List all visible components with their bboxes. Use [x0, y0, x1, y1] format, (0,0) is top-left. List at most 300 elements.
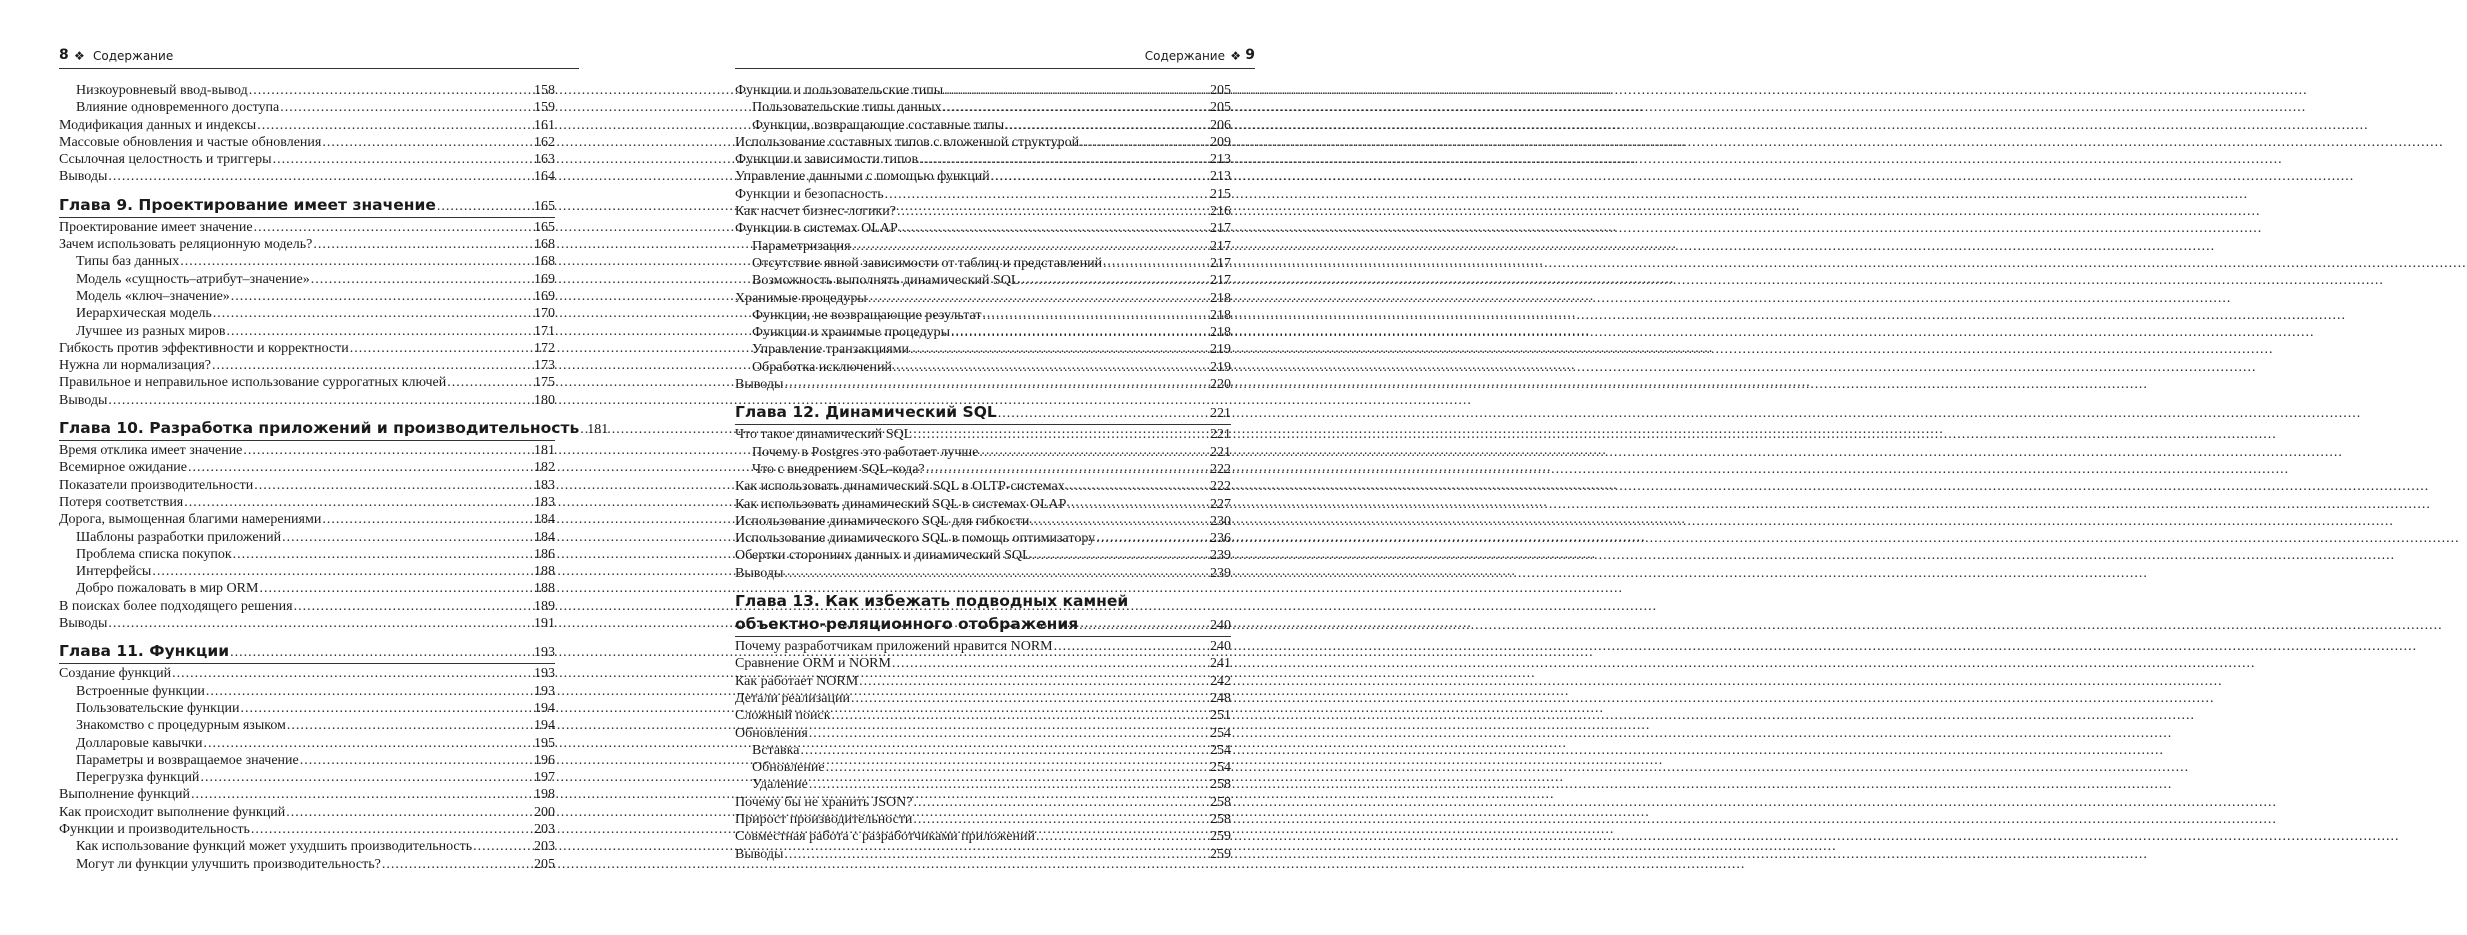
dot-leader [300, 752, 533, 769]
toc-entry-title: Модификация данных и индексы [59, 117, 257, 133]
toc-entry-title: Глава 10. Разработка приложений и производительность [59, 419, 580, 438]
toc-entry-title: Параметры и возвращаемое значение [76, 752, 299, 768]
toc-entry-title: Глава 12. Динамический SQL [735, 403, 997, 422]
toc-entry-page: 240 [1210, 639, 1231, 655]
toc-entry[interactable] [59, 665, 555, 682]
toc-entry[interactable] [59, 253, 555, 270]
dot-leader [172, 665, 533, 682]
toc-entry-page: 221 [1210, 444, 1231, 460]
dot-leader [943, 99, 1209, 116]
toc-entry-page: 242 [1210, 673, 1231, 689]
toc-entry[interactable] [735, 655, 1231, 672]
toc-entry[interactable] [735, 203, 1231, 220]
dot-leader [322, 511, 533, 528]
toc-entry-page: 195 [534, 735, 555, 751]
toc-entry-page: 258 [1210, 794, 1231, 810]
toc-entry-title: Обработка исключений [752, 359, 892, 375]
toc-entry-page: 158 [534, 83, 555, 98]
toc-entry-title: Использование составных типов с вложенной структурой [735, 134, 1080, 150]
toc-entry-page: 184 [534, 512, 555, 528]
toc-entry-title: Проектирование имеет значение [59, 219, 253, 235]
toc-entry[interactable] [735, 376, 1231, 393]
toc-entry-title: Использование динамического SQL для гибкости [735, 513, 1030, 529]
dot-leader [473, 838, 533, 855]
dot-leader [437, 195, 533, 218]
dot-leader [1054, 638, 1209, 655]
toc-entry[interactable] [59, 236, 555, 253]
dot-leader [191, 786, 533, 803]
toc-entry-title: Глава 11. Функции [59, 642, 230, 661]
toc-entry-page: 162 [534, 134, 555, 150]
toc-entry-page: 193 [534, 666, 555, 682]
toc-entry-page: 183 [534, 477, 555, 493]
toc-entry-page: 218 [1210, 307, 1231, 323]
dot-leader [108, 392, 533, 409]
toc-entry-page: 219 [1210, 342, 1231, 358]
toc-entry[interactable] [59, 459, 555, 476]
toc-entry-title: Функции и зависимости типов [735, 152, 919, 168]
toc-entry-page: 222 [1210, 479, 1231, 495]
toc-chapter[interactable] [735, 401, 1231, 425]
toc-entry-title: Детали реализации [735, 690, 850, 706]
dot-leader [251, 821, 533, 838]
toc-entry[interactable] [735, 759, 1231, 776]
toc-entry-page: 220 [1210, 377, 1231, 393]
toc-entry[interactable] [735, 307, 1231, 324]
toc-entry[interactable] [59, 99, 555, 116]
toc-entry-title: Время отклика имеет значение [59, 443, 243, 459]
toc-entry[interactable] [735, 341, 1231, 358]
toc-entry[interactable] [59, 804, 555, 821]
dot-leader [311, 271, 533, 288]
dot-leader [294, 598, 533, 615]
dot-leader [832, 707, 1209, 724]
toc-entry-title: Параметризация [752, 238, 851, 254]
toc-entry-title: Выводы [735, 377, 784, 393]
toc-entry[interactable] [735, 725, 1231, 742]
toc-entry-page: 200 [534, 804, 555, 820]
toc-entry[interactable] [735, 168, 1231, 185]
toc-entry-title: Выводы [59, 169, 108, 185]
toc-entry[interactable] [59, 546, 555, 563]
dot-leader [227, 323, 533, 340]
toc-list [59, 82, 609, 873]
dot-leader [979, 444, 1209, 461]
toc-entry-page: 209 [1210, 134, 1231, 150]
toc-entry[interactable] [59, 717, 555, 734]
toc-entry-title: Совместная работа с разработчиками приложений [735, 829, 1035, 845]
toc-entry[interactable] [59, 340, 555, 357]
toc-entry-page: 186 [534, 546, 555, 562]
toc-entry[interactable] [735, 324, 1231, 341]
toc-entry-title: Показатели производительности [59, 477, 254, 493]
dot-leader [273, 151, 533, 168]
dot-leader [1030, 513, 1209, 530]
dot-leader [800, 742, 1209, 759]
toc-entry[interactable] [59, 683, 555, 700]
toc-entry[interactable] [735, 134, 1231, 151]
toc-entry-page: 236 [1210, 531, 1231, 547]
dot-leader [885, 186, 1209, 203]
toc-entry-title: Обновления [735, 725, 808, 741]
toc-entry-page: 194 [534, 718, 555, 734]
toc-entry[interactable] [59, 374, 555, 391]
dot-leader [240, 700, 533, 717]
toc-entry-title: Шаблоны разработки приложений [76, 529, 282, 545]
toc-entry[interactable] [735, 811, 1231, 828]
toc-entry[interactable] [59, 117, 555, 134]
toc-entry-page: 239 [1210, 565, 1231, 581]
dot-leader [897, 203, 1209, 220]
toc-entry[interactable] [59, 700, 555, 717]
toc-entry-page: 188 [534, 564, 555, 580]
dot-leader [913, 811, 1209, 828]
toc-entry-page: 251 [1210, 708, 1231, 724]
toc-entry-title: Создание функций [59, 666, 172, 682]
toc-entry-title: Выводы [735, 565, 784, 581]
toc-entry[interactable] [59, 494, 555, 511]
toc-entry-title: Добро пожаловать в мир ORM [76, 581, 259, 597]
toc-entry[interactable] [59, 219, 555, 236]
dot-leader [152, 563, 533, 580]
toc-entry[interactable] [735, 776, 1231, 793]
toc-entry-title: Как происходит выполнение функций [59, 804, 286, 820]
toc-entry[interactable] [735, 496, 1231, 513]
toc-entry-page: 169 [534, 271, 555, 287]
toc-entry-page: 241 [1210, 656, 1231, 672]
toc-entry[interactable] [735, 513, 1231, 530]
toc-entry-page: 183 [534, 494, 555, 510]
toc-entry[interactable] [59, 511, 555, 528]
toc-entry-title: Выполнение функций [59, 787, 190, 803]
toc-entry-page: 213 [1210, 152, 1231, 168]
toc-chapter[interactable] [59, 194, 555, 218]
toc-entry-title: Интерфейсы [76, 564, 152, 580]
toc-entry-page: 216 [1210, 204, 1231, 220]
toc-entry[interactable] [59, 856, 555, 873]
toc-entry-title: Почему бы не хранить JSON? [735, 794, 913, 810]
toc-entry-page: 182 [534, 460, 555, 476]
toc-entry[interactable] [735, 461, 1231, 478]
dot-leader [188, 459, 533, 476]
running-head [735, 46, 1255, 69]
toc-entry[interactable] [59, 288, 555, 305]
toc-entry-title: Выводы [59, 392, 108, 408]
toc-entry[interactable] [59, 598, 555, 615]
dot-leader [233, 546, 533, 563]
toc-entry[interactable] [59, 323, 555, 340]
toc-entry[interactable] [59, 82, 555, 99]
toc-list [735, 82, 1231, 863]
toc-entry-title: Перегрузка функций [76, 770, 200, 786]
dot-leader [851, 690, 1209, 707]
dot-leader [1032, 547, 1209, 564]
toc-entry-title: Модель «сущность–атрибут–значение» [76, 271, 310, 287]
toc-entry-page: 259 [1210, 846, 1231, 862]
toc-entry-title: Правильное и неправильное использование суррогатных ключей [59, 375, 447, 391]
dot-leader [249, 82, 533, 99]
dot-leader [203, 735, 533, 752]
toc-entry-page: 193 [534, 645, 555, 661]
toc-entry[interactable] [59, 529, 555, 546]
dot-leader [1080, 134, 1209, 151]
dot-leader [868, 290, 1209, 307]
toc-entry-title: Управление транзакциями [752, 342, 910, 358]
toc-entry-page: 172 [534, 340, 555, 356]
toc-entry[interactable] [59, 357, 555, 374]
dot-leader [1005, 117, 1209, 134]
toc-entry-page: 217 [1210, 221, 1231, 237]
dot-leader [1066, 478, 1209, 495]
toc-entry-page: 203 [534, 839, 555, 855]
toc-entry-page: 254 [1210, 725, 1231, 741]
toc-entry-page: 189 [534, 598, 555, 614]
toc-entry[interactable] [59, 305, 555, 322]
toc-entry-page: 163 [534, 152, 555, 168]
toc-entry[interactable] [59, 735, 555, 752]
separator-icon: ❖ [74, 49, 85, 63]
toc-entry[interactable] [59, 168, 555, 185]
dot-leader [322, 134, 533, 151]
toc-entry[interactable] [59, 563, 555, 580]
dot-leader [1067, 496, 1209, 513]
toc-entry-page: 206 [1210, 117, 1231, 133]
toc-entry-title: Функции в системах OLAP [735, 221, 898, 237]
toc-entry[interactable] [735, 690, 1231, 707]
toc-entry-page: 203 [534, 821, 555, 837]
toc-entry-page: 219 [1210, 359, 1231, 375]
page-number: 9 [1245, 47, 1255, 63]
dot-leader [784, 565, 1209, 582]
toc-entry-page: 218 [1210, 290, 1231, 306]
dot-leader [313, 236, 533, 253]
toc-entry-title: Прирост производительности [735, 811, 913, 827]
toc-entry-page: 168 [534, 254, 555, 270]
toc-entry-page: 254 [1210, 742, 1231, 758]
toc-entry-page: 197 [534, 770, 555, 786]
dot-leader [243, 442, 533, 459]
toc-entry-page: 254 [1210, 760, 1231, 776]
toc-entry-title: Влияние одновременного доступа [76, 100, 280, 116]
toc-entry-title: Выводы [59, 616, 108, 632]
dot-leader [899, 220, 1209, 237]
page-number: 8 [59, 47, 69, 63]
toc-entry-title: Как насчет бизнес-логики? [735, 204, 896, 220]
toc-entry[interactable] [735, 828, 1231, 845]
toc-entry-page: 258 [1210, 777, 1231, 793]
toc-entry-title: Нужна ли нормализация? [59, 358, 212, 374]
dot-leader [784, 376, 1209, 393]
toc-entry-title: Знакомство с процедурным языком [76, 718, 286, 734]
dot-leader [350, 340, 533, 357]
dot-leader [809, 725, 1209, 742]
toc-entry-page: 217 [1210, 273, 1231, 289]
toc-entry-page: 215 [1210, 186, 1231, 202]
toc-entry-title: Функции и хранимые процедуры [752, 325, 951, 341]
toc-entry-title: Модель «ключ–значение» [76, 288, 230, 304]
toc-entry[interactable] [59, 392, 555, 409]
toc-entry[interactable] [735, 151, 1231, 168]
toc-entry-title: Как использование функций может ухудшить производительность [76, 839, 473, 855]
toc-entry-title: Функции и безопасность [735, 186, 884, 202]
toc-entry[interactable] [59, 838, 555, 855]
running-head [59, 46, 579, 69]
toc-entry[interactable] [735, 220, 1231, 237]
toc-entry[interactable] [59, 134, 555, 151]
toc-entry-page: 222 [1210, 461, 1231, 477]
dot-leader [852, 238, 1209, 255]
toc-entry[interactable] [735, 117, 1231, 134]
toc-entry-title: В поисках более подходящего решения [59, 598, 293, 614]
toc-entry-page: 227 [1210, 496, 1231, 512]
dot-leader [213, 305, 533, 322]
toc-entry-title: Сложный поиск [735, 708, 831, 724]
dot-leader [944, 82, 1209, 99]
dot-leader [287, 717, 533, 734]
toc-entry-title: Типы баз данных [76, 254, 180, 270]
dot-leader [893, 359, 1209, 376]
dot-leader [447, 374, 533, 391]
toc-entry[interactable] [735, 444, 1231, 461]
toc-entry-title: Выводы [735, 846, 784, 862]
dot-leader [382, 856, 533, 873]
toc-chapter[interactable] [735, 613, 1231, 637]
toc-entry-title: Использование динамического SQL в помощь оптимизатору [735, 531, 1096, 547]
toc-entry[interactable] [735, 638, 1231, 655]
toc-entry[interactable] [59, 615, 555, 632]
toc-entry[interactable] [735, 359, 1231, 376]
toc-entry[interactable] [59, 151, 555, 168]
toc-entry-title: Как работает NORM [735, 673, 859, 689]
toc-entry[interactable] [735, 238, 1231, 255]
toc-entry-page: 193 [534, 683, 555, 699]
toc-entry-page: 181 [534, 443, 555, 459]
toc-entry-page: 168 [534, 237, 555, 253]
toc-entry-title: Что с внедрением SQL-кода? [752, 461, 925, 477]
toc-entry-page: 181 [587, 422, 609, 438]
toc-entry[interactable] [59, 477, 555, 494]
toc-entry-title: Лучшее из разных миров [76, 323, 226, 339]
toc-entry[interactable] [735, 794, 1231, 811]
toc-entry-page: 240 [1210, 618, 1231, 634]
toc-entry[interactable] [735, 255, 1231, 272]
toc-entry-title: Как использовать динамический SQL в OLTP-системах [735, 479, 1065, 495]
toc-entry[interactable] [735, 673, 1231, 690]
toc-entry[interactable] [59, 786, 555, 803]
toc-entry[interactable] [59, 580, 555, 597]
toc-entry-title: Управление данными с помощью функций [735, 169, 990, 185]
toc-entry[interactable] [735, 82, 1231, 99]
dot-leader [910, 341, 1209, 358]
toc-entry-title: Функции и производительность [59, 821, 250, 837]
toc-entry-page: 221 [1210, 427, 1231, 443]
dot-leader [180, 253, 533, 270]
running-head-title: Содержание [1144, 49, 1225, 63]
toc-entry-title: Хранимые процедуры [735, 290, 867, 306]
dot-leader [254, 219, 533, 236]
toc-entry[interactable] [59, 769, 555, 786]
toc-entry-page: 180 [534, 392, 555, 408]
dot-leader [200, 769, 533, 786]
dot-leader [286, 804, 533, 821]
dot-leader [580, 418, 586, 441]
toc-entry-title: Как использовать динамический SQL в системах OLAP [735, 496, 1067, 512]
toc-entry-page: 248 [1210, 690, 1231, 706]
toc-entry-title: Вставка [752, 742, 800, 758]
toc-entry-title: Зачем использовать реляционную модель? [59, 237, 313, 253]
toc-entry[interactable] [735, 547, 1231, 564]
toc-entry-title: Обновление [752, 760, 825, 776]
toc-entry-page: 205 [534, 856, 555, 872]
toc-entry[interactable] [735, 186, 1231, 203]
toc-entry-title: Потеря соответствия [59, 494, 184, 510]
chapter-title-line: Глава 13. Как избежать подводных камней [735, 592, 1129, 611]
toc-entry[interactable] [59, 271, 555, 288]
toc-chapter[interactable] [59, 417, 609, 441]
toc-entry-title: Гибкость против эффективности и корректности [59, 340, 349, 356]
toc-entry-title: Могут ли функции улучшить производительность? [76, 856, 381, 872]
toc-entry[interactable] [735, 426, 1231, 443]
toc-entry[interactable] [735, 478, 1231, 495]
toc-entry-title: Функции, не возвращающие результат [752, 307, 982, 323]
toc-entry-page: 159 [534, 100, 555, 116]
toc-entry-page: 161 [534, 117, 555, 133]
running-head-title: Содержание [93, 49, 174, 63]
toc-entry-page: 184 [534, 529, 555, 545]
toc-entry-title: Что такое динамический SQL [735, 427, 913, 443]
toc-chapter[interactable] [59, 640, 555, 664]
dot-leader [809, 776, 1209, 793]
toc-entry[interactable] [735, 742, 1231, 759]
toc-entry-title: Функции и пользовательские типы [735, 83, 944, 98]
dot-leader [982, 307, 1209, 324]
toc-entry-page: 165 [534, 219, 555, 235]
dot-leader [913, 794, 1209, 811]
toc-entry[interactable] [735, 99, 1231, 116]
toc-entry-title: Функции, возвращающие составные типы [752, 117, 1005, 133]
dot-leader [951, 324, 1209, 341]
toc-entry[interactable] [735, 707, 1231, 724]
dot-leader [859, 673, 1209, 690]
toc-entry-page: 196 [534, 752, 555, 768]
toc-entry[interactable] [735, 290, 1231, 307]
toc-entry[interactable] [735, 272, 1231, 289]
dot-leader [108, 168, 533, 185]
toc-entry-title: Обертки сторонних данных и динамический SQL [735, 548, 1031, 564]
toc-entry[interactable] [735, 530, 1231, 547]
toc-entry-page: 165 [534, 198, 555, 214]
toc-entry-title: Встроенные функции [76, 683, 205, 699]
dot-leader [282, 529, 533, 546]
toc-entry-title: Пользовательские типы данных [752, 100, 942, 116]
toc-entry-title: Глава 9. Проектирование имеет значение [59, 195, 436, 214]
toc-entry-page: 205 [1210, 83, 1231, 98]
toc-entry[interactable] [735, 565, 1231, 582]
toc-entry[interactable] [59, 752, 555, 769]
dot-leader [230, 641, 533, 664]
dot-leader [1096, 530, 1209, 547]
toc-entry[interactable] [59, 442, 555, 459]
toc-entry-page: 175 [534, 375, 555, 391]
toc-entry[interactable] [59, 821, 555, 838]
dot-leader [913, 426, 1209, 443]
toc-entry-title: Массовые обновления и частые обновления [59, 134, 322, 150]
dot-leader [254, 477, 533, 494]
dot-leader [1036, 828, 1209, 845]
toc-entry-title: Дорога, вымощенная благими намерениями [59, 512, 322, 528]
dot-leader [1103, 255, 1209, 272]
toc-entry[interactable] [735, 846, 1231, 863]
